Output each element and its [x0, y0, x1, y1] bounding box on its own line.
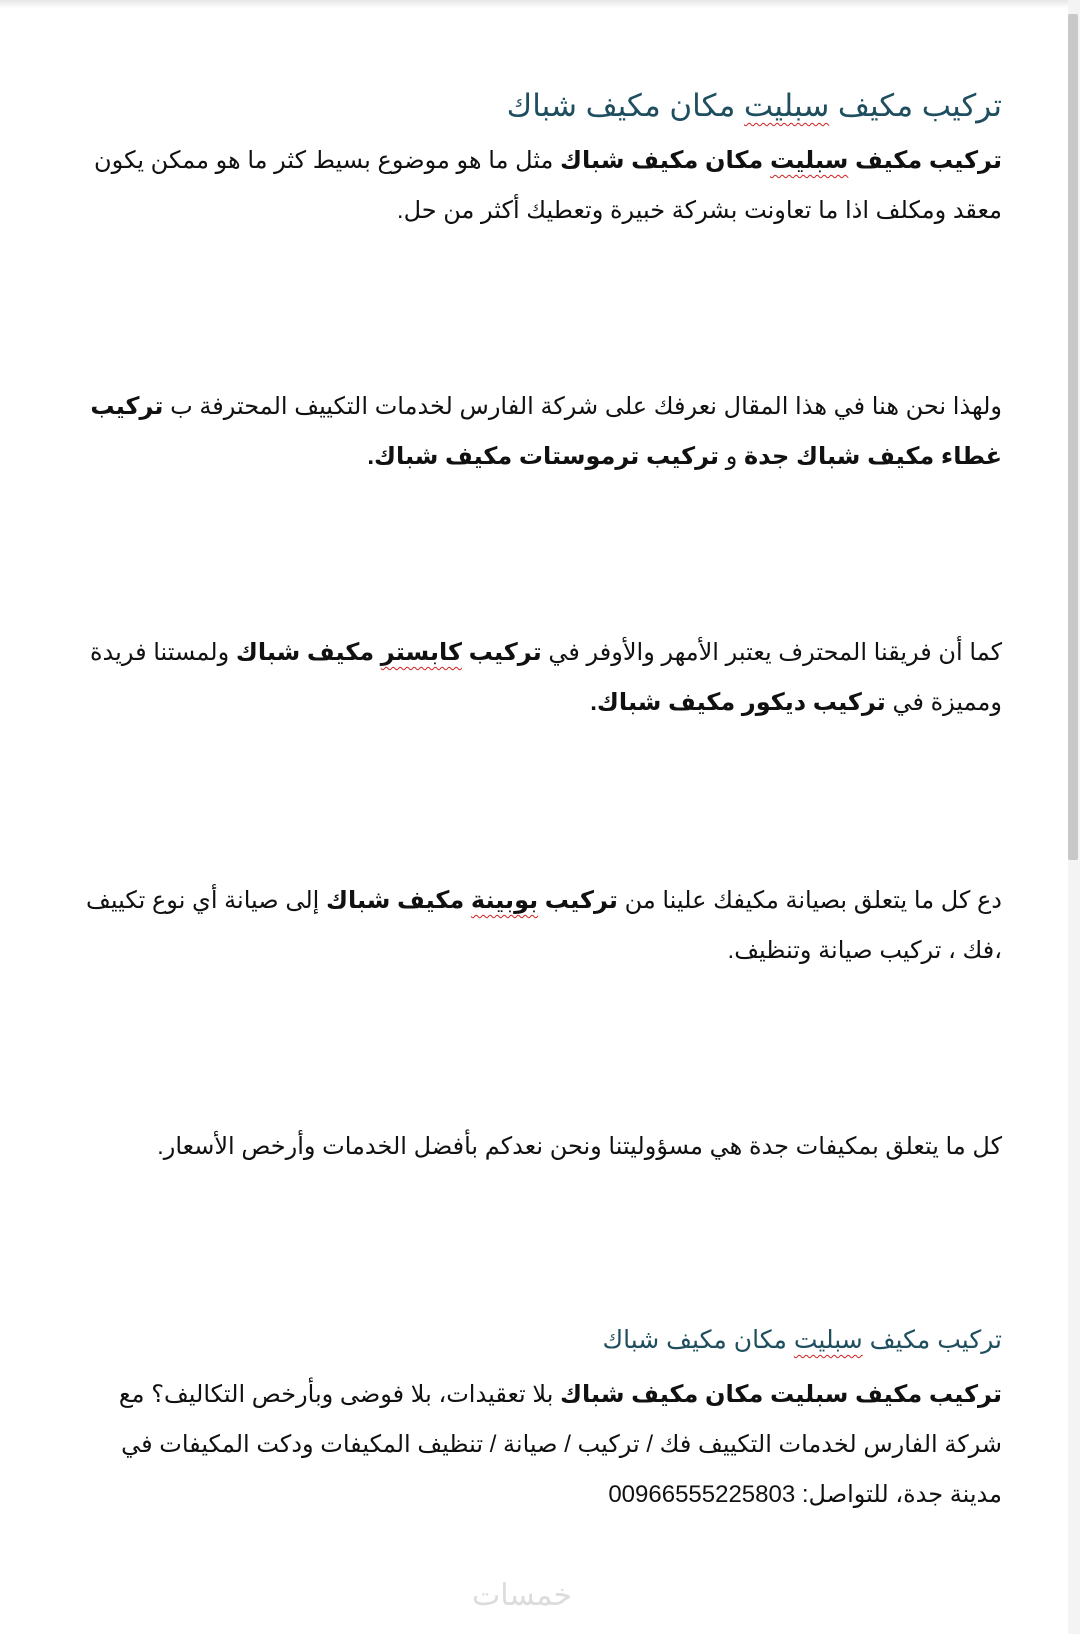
- bold-keyword: تركيب مكيف: [848, 147, 1002, 174]
- main-heading: [80, 82, 1002, 130]
- paragraph-maintenance: [80, 876, 1002, 976]
- paragraph-text: ولمستنا فريدة ومميزة في: [89, 639, 1002, 716]
- paragraph-text: و: [719, 443, 744, 470]
- bold-keyword: تركيب: [461, 639, 542, 666]
- spellcheck-word[interactable]: كابستر: [380, 639, 462, 666]
- paragraph-promise: [80, 1122, 1002, 1172]
- paragraph-text: إلى صيانة أي نوع تكييف ،فك ، تركيب صيانة وتنظيف.: [86, 887, 1002, 964]
- heading-text: تركيب مكيف: [829, 88, 1002, 123]
- bold-keyword: تركيب ديكور مكيف شباك.: [590, 689, 886, 716]
- paragraph-text: دع كل ما يتعلق بصيانة مكيفك علينا من: [617, 887, 1002, 914]
- spellcheck-word[interactable]: سبليت: [793, 1326, 863, 1354]
- spellcheck-word[interactable]: سبليت: [743, 88, 830, 123]
- bold-keyword: مكيف شباك: [325, 887, 471, 914]
- paragraph-contact: [80, 1370, 1002, 1520]
- watermark-logo: خمسات: [472, 1579, 573, 1612]
- paragraph-company: [80, 382, 1002, 482]
- bold-keyword: تركيب مكيف سبليت مكان مكيف شباك: [560, 1381, 1002, 1408]
- paragraph-text: ولهذا نحن هنا في هذا المقال نعرفك على شركة الفارس لخدمات التكييف المحترفة ب: [163, 393, 1002, 420]
- heading-text: تركيب مكيف: [862, 1326, 1002, 1354]
- paragraph-team: [80, 628, 1002, 728]
- bold-keyword: تركيب ترموستات مكيف شباك.: [367, 443, 720, 470]
- phone-number[interactable]: 00966555225803: [608, 1481, 796, 1508]
- paragraph-text: كما أن فريقنا المحترف يعتبر الأمهر والأوفر في: [541, 639, 1002, 666]
- spellcheck-word[interactable]: بوبينة: [470, 887, 539, 914]
- bold-keyword: تركيب: [538, 887, 618, 914]
- top-shadow: [0, 0, 1080, 8]
- secondary-heading: [80, 1320, 1002, 1360]
- spellcheck-word[interactable]: سبليت: [769, 147, 849, 174]
- scrollbar-thumb[interactable]: [1068, 14, 1078, 860]
- heading-text: مكان مكيف شباك: [506, 88, 744, 123]
- heading-text: مكان مكيف شباك: [602, 1326, 794, 1354]
- paragraph-text: بلا تعقيدات، بلا فوضى وبأرخص التكاليف؟ مع شركة الفارس لخدمات التكييف فك / تركيب / صيانة / تنظيف المكيفات ودكت المكيفات في مدينة جدة، للتواصل:: [118, 1381, 1002, 1508]
- bold-keyword: مكيف شباك: [235, 639, 381, 666]
- scrollbar-track[interactable]: [1068, 0, 1080, 1634]
- bold-keyword: تركيب غطاء مكيف شباك جدة: [90, 393, 1002, 470]
- paragraph-intro: [80, 136, 1002, 236]
- paragraph-text: مثل ما هو موضوع بسيط كثر ما هو ممكن يكون معقد ومكلف اذا ما تعاونت بشركة خبيرة وتعطيك أكثر من حل.: [94, 147, 1002, 224]
- paragraph-text: كل ما يتعلق بمكيفات جدة هي مسؤوليتنا ونحن نعدكم بأفضل الخدمات وأرخص الأسعار.: [157, 1133, 1002, 1160]
- bold-keyword: مكان مكيف شباك: [560, 147, 770, 174]
